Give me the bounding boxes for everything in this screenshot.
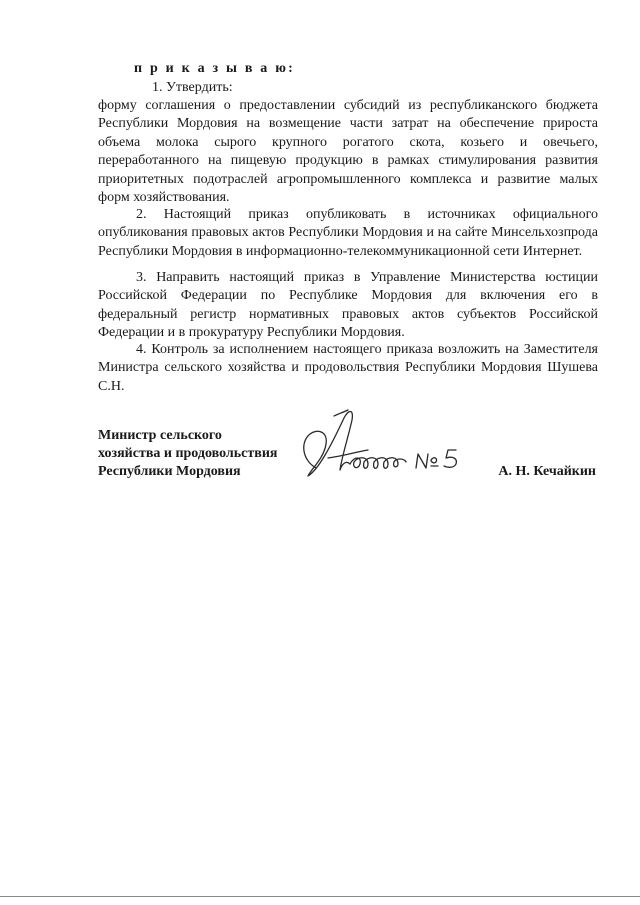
handwritten-signature-icon <box>288 398 478 493</box>
footer-divider <box>0 896 640 897</box>
signatory-title-line-3: Республики Мордовия <box>98 464 241 479</box>
signatory-title-line-2: хозяйства и продовольствия <box>98 446 278 461</box>
signatory-title-line-1: Министр сельского <box>98 428 222 443</box>
signatory-title <box>98 427 277 481</box>
paragraph-publish-order: 2. Настоящий приказ опубликовать в источниках официального опубликования правовых актов Республики Мордовия и на сайте Минсельхозпрода Республики Мордовия в информационно-телекоммуникационной сети Интернет. <box>98 207 598 259</box>
item-1-label: 1. Утвердить: <box>152 80 233 95</box>
paragraph-form-agreement: форму соглашения о предоставлении субсидий из республиканского бюджета Республики Мордовия на возмещение части затрат на обеспечение прироста объема молока сырого крупного рогатого скота, козьего и овечьего, переработанного на пищевую продукцию в рамках стимулирования развития приоритетных подотраслей агропромышленного комплекса и развитие малых форм хозяйствования. <box>98 98 598 206</box>
order-heading: п р и к а з ы в а ю: <box>134 61 295 76</box>
paragraph-control: 4. Контроль за исполнением настоящего приказа возложить на Заместителя Министра сельского хозяйства и продовольствия Республики Мордовия Шушева С.Н. <box>98 342 598 394</box>
signatory-name: А. Н. Кечайкин <box>498 464 596 479</box>
paragraph-send-to-justice: 3. Направить настоящий приказ в Управление Министерства юстиции Российской Федерации по Республике Мордовия для включения его в федеральный регистр нормативных правовых актов субъектов Российской Федерации и в прокуратуру Республики Мордовия. <box>98 270 598 341</box>
